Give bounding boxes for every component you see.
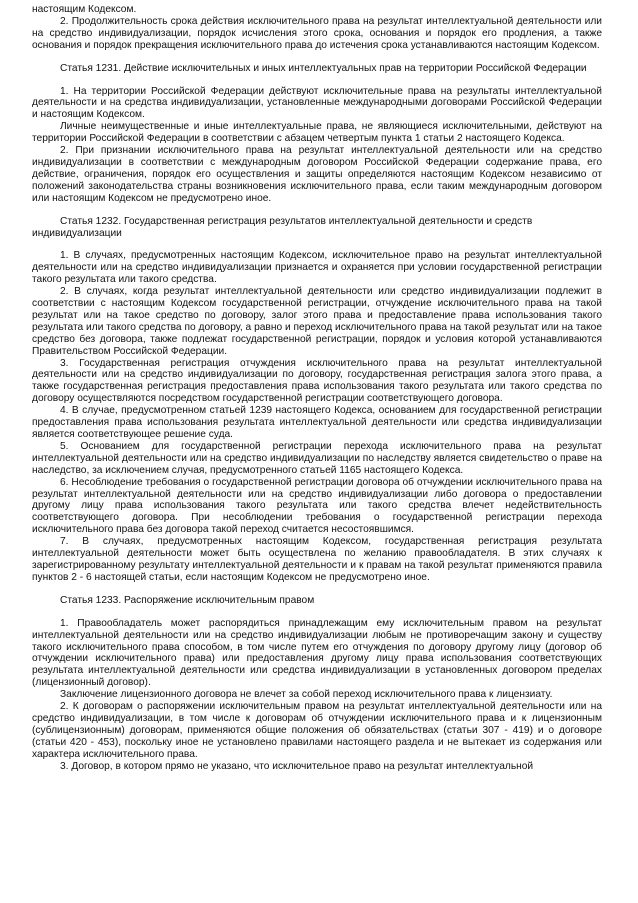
paragraph: 3. Договор, в котором прямо не указано, что исключительное право на результат интеллектуальной (60, 760, 534, 772)
article-heading-1232: Статья 1232. Государственная регистрация результатов интеллектуальной деятельности и средств индивидуализации (32, 215, 533, 239)
paragraph: 6. Несоблюдение требования о государственной регистрации договора об отчуждении исключительного права на результат интеллектуальной деятельности или на средство индивидуализации либо договора о предоставлении другому лицу права использования такого результата или такого средства влечет недействительность соответствующего договора. При несоблюдении требования о государственной регистрации перехода исключительного права без договора такой переход считается несостоявшимся. (32, 476, 602, 536)
paragraph: 2. Продолжительность срока действия исключительного права на результат интеллектуальной деятельности или на средство индивидуализации, порядок исчисления этого срока, основания и порядок его продления, а также основания и порядок прекращения исключительного права до истечения срока устанавливаются настоящим Кодексом. (32, 15, 602, 51)
paragraph: 3. Государственная регистрация отчуждения исключительного права на результат интеллектуальной деятельности или на средство индивидуализации по договору, государственная регистрация залога этого права, а также государственная регистрация предоставления права использования такого результата или такого средства по договору осуществляются посредством государственной регистрации соответствующего договора. (32, 357, 602, 405)
document-page (32, 4, 602, 772)
paragraph: 1. На территории Российской Федерации действуют исключительные права на результаты интеллектуальной деятельности и на средства индивидуализации, установленные международными договорами Российской Федерации и настоящим Кодексом. (32, 85, 602, 121)
paragraph: настоящим Кодексом. (32, 4, 137, 15)
paragraph: 1. В случаях, предусмотренных настоящим Кодексом, исключительное право на результат интеллектуальной деятельности или на средство индивидуализации признается и охраняется при условии государственной регистрации такого результата или такого средства. (32, 250, 602, 286)
paragraph: 1. Правообладатель может распорядиться принадлежащим ему исключительным правом на результат интеллектуальной деятельности или на средство индивидуализации любым не противоречащим закону и существу такого исключительного права способом, в том числе путем его отчуждения по договору другому лицу (договор об отчуждении исключительного права) или предоставления другому лицу права использования соответствующих результата интеллектуальной деятельности или средства индивидуализации в установленных договором пределах (лицензионный договор). (32, 617, 602, 689)
paragraph: 2. В случаях, когда результат интеллектуальной деятельности или средство индивидуализации подлежит в соответствии с настоящим Кодексом государственной регистрации, отчуждение исключительного права на такой результат или на такое средство по договору, залог этого права и предоставление права использования такого результата или такого средства по договору, а равно и переход исключительного права на такой результат или на такое средство без договора, также подлежат государственной регистрации, порядок и условия которой устанавливаются Правительством Российской Федерации. (32, 286, 602, 357)
article-heading-1233: Статья 1233. Распоряжение исключительным правом (60, 594, 315, 606)
article-heading-1231: Статья 1231. Действие исключительных и иных интеллектуальных прав на территории Российской Федерации (60, 62, 587, 74)
paragraph: 2. При признании исключительного права на результат интеллектуальной деятельности или на средство индивидуализации в соответствии с международным договором Российской Федерации содержание права, его действие, ограничения, порядок его осуществления и защиты определяются настоящим Кодексом независимо от положений законодательства страны возникновения исключительного права, если таким международным договором или настоящим Кодексом не предусмотрено иное. (32, 145, 602, 204)
paragraph: Заключение лицензионного договора не влечет за собой переход исключительного права к лицензиату. (60, 689, 553, 701)
paragraph: Личные неимущественные и иные интеллектуальные права, не являющиеся исключительными, действуют на территории Российской Федерации в соответствии с абзацем четвертым пункта 1 статьи 2 настоящего Кодекса. (32, 121, 602, 145)
paragraph: 5. Основанием для государственной регистрации перехода исключительного права на результат интеллектуальной деятельности или на средство индивидуализации по наследству является свидетельство о праве на наследство, за исключением случая, предусмотренного статьей 1165 настоящего Кодекса. (32, 440, 602, 476)
paragraph: 4. В случае, предусмотренном статьей 1239 настоящего Кодекса, основанием для государственной регистрации предоставления права использования результата интеллектуальной деятельности или средства индивидуализации является соответствующее решение суда. (32, 405, 602, 440)
paragraph: 2. К договорам о распоряжении исключительным правом на результат интеллектуальной деятельности или на средство индивидуализации, в том числе к договорам об отчуждении исключительного права и к лицензионным (сублицензионным) договорам, применяются общие положения об обязательствах (статьи 307 - 419) и о договоре (статьи 420 - 453), поскольку иное не установлено правилами настоящего раздела и не вытекает из содержания или характера исключительного права. (32, 701, 602, 760)
paragraph: 7. В случаях, предусмотренных настоящим Кодексом, государственная регистрация результата интеллектуальной деятельности может быть осуществлена по желанию правообладателя. В этих случаях к зарегистрированному результату интеллектуальной деятельности и к правам на такой результат применяются правила пунктов 2 - 6 настоящей статьи, если настоящим Кодексом не предусмотрено иное. (32, 536, 602, 583)
